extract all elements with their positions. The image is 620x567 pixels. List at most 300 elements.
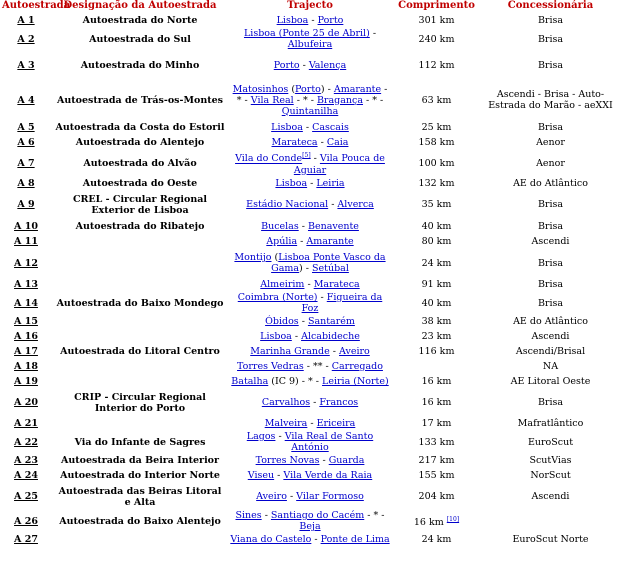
length-value: 25 km	[421, 122, 452, 133]
length-cell	[392, 483, 481, 510]
route-separator: -	[310, 153, 320, 165]
place-link[interactable]: Ponte de Lima	[320, 534, 390, 545]
motorway-id-link[interactable]: A 9	[17, 199, 35, 210]
motorway-id-cell[interactable]	[0, 120, 52, 135]
concession-cell: EuroScut	[527, 436, 574, 448]
place-link[interactable]: Guarda	[328, 455, 365, 466]
table-row	[0, 389, 620, 416]
place-link[interactable]: Lisboa	[260, 331, 292, 342]
motorway-name-cell: Autoestrada do Minho	[80, 59, 200, 71]
place-link[interactable]: Sines	[235, 510, 262, 521]
motorway-name-cell	[52, 359, 228, 374]
length-cell	[392, 292, 481, 314]
place-link[interactable]: Vilar Formoso	[296, 491, 364, 502]
motorway-id-link[interactable]: A 19	[14, 376, 38, 387]
table-row	[0, 292, 620, 314]
concession-cell: Ascendi - Brisa - Auto-Estrada do Marão - aeXXI	[488, 89, 613, 111]
length-cell	[392, 176, 481, 191]
place-link[interactable]: Lagos	[246, 431, 276, 442]
header-comprimento: Comprimento	[398, 0, 475, 11]
route-separator: -	[299, 59, 309, 71]
table-row	[0, 176, 620, 191]
table-body	[0, 12, 620, 547]
table-row	[0, 510, 620, 532]
place-link[interactable]: Aveiro	[256, 491, 287, 502]
route-cell	[228, 314, 392, 329]
route-cell	[228, 218, 392, 234]
motorway-id-link[interactable]: A 5	[17, 122, 35, 133]
concession-cell: Brisa	[537, 279, 564, 290]
motorway-id-link[interactable]: A 1	[17, 14, 35, 26]
place-link[interactable]: Alcabideche	[301, 331, 360, 342]
place-link[interactable]: Lisboa	[275, 178, 308, 189]
motorway-id-cell[interactable]	[0, 234, 52, 249]
route-cell	[228, 389, 392, 416]
length-cell	[392, 135, 481, 150]
motorway-name-cell: Autoestrada do Interior Norte	[60, 470, 220, 481]
length-cell	[392, 359, 481, 374]
place-link[interactable]: Amarante	[333, 83, 382, 95]
route-cell	[228, 344, 392, 359]
route-cell	[228, 483, 392, 510]
motorway-name-cell: Via do Infante de Sagres	[74, 436, 206, 448]
motorway-name-cell	[52, 314, 228, 329]
motorway-id-cell[interactable]	[0, 218, 52, 234]
place-link[interactable]: Santarém	[307, 316, 355, 327]
place-link[interactable]: Marinha Grande	[250, 346, 330, 357]
route-cell	[228, 510, 392, 532]
motorway-id-link[interactable]: A 26	[14, 515, 38, 527]
motorway-name-cell: Autoestrada do Baixo Alentejo	[59, 515, 221, 527]
length-value: 23 km	[421, 331, 452, 342]
place-link[interactable]: Aveiro	[339, 346, 370, 357]
length-cell	[392, 329, 481, 344]
place-link[interactable]: Leiria	[316, 178, 345, 189]
concession-cell: AE do Atlântico	[513, 316, 588, 327]
motorway-name-cell: Autoestrada da Beira Interior	[60, 455, 220, 466]
motorway-id-cell[interactable]	[0, 453, 52, 468]
concession-cell: NorScut	[530, 470, 571, 481]
route-cell	[228, 453, 392, 468]
length-value: 204 km	[418, 491, 455, 502]
motorway-id-cell[interactable]	[0, 314, 52, 329]
length-value: 63 km	[421, 94, 452, 106]
place-link[interactable]: Vila Verde da Raia	[283, 470, 373, 481]
concession-cell: Ascendi	[531, 236, 570, 247]
motorway-id-link[interactable]: A 7	[17, 157, 35, 169]
table-row	[0, 28, 620, 50]
route-separator: -	[307, 178, 317, 189]
motorway-id-cell[interactable]	[0, 249, 52, 277]
motorway-name-cell: CRIP - Circular Regional Interior do Porto	[74, 391, 206, 414]
place-link[interactable]: Figueira da Foz	[301, 292, 383, 314]
place-link[interactable]: Batalha	[231, 376, 269, 387]
length-value: 112 km	[418, 59, 455, 71]
route-separator: -	[317, 137, 327, 148]
place-link[interactable]: Benavente	[307, 220, 359, 232]
length-value: 16 km	[421, 397, 452, 408]
route-separator: (	[271, 252, 279, 263]
table-row	[0, 374, 620, 389]
place-link[interactable]: Marateca	[313, 279, 360, 290]
length-cell	[392, 344, 481, 359]
motorway-name-cell: Autoestrada da Costa do Estoril	[55, 122, 225, 133]
place-link[interactable]: Vila Real	[250, 94, 294, 106]
motorway-name-cell: Autoestrada do Litoral Centro	[60, 346, 220, 357]
place-link[interactable]: Leiria (Norte)	[322, 376, 389, 387]
length-value: 16 km	[413, 517, 444, 529]
motorway-name-cell: Autoestrada do Oeste	[82, 178, 198, 189]
route-separator: -	[302, 122, 313, 133]
route-cell	[228, 277, 392, 292]
length-value: 158 km	[418, 137, 455, 148]
route-separator: -	[317, 292, 327, 303]
motorway-id-cell[interactable]	[0, 50, 52, 80]
motorway-id-cell[interactable]	[0, 191, 52, 218]
route-separator: -	[369, 28, 377, 39]
route-separator: -	[319, 455, 329, 466]
length-cell	[392, 191, 481, 218]
table-row	[0, 468, 620, 483]
place-link[interactable]: Torres Novas	[255, 455, 320, 466]
length-cell	[392, 374, 481, 389]
length-value: 40 km	[421, 220, 452, 232]
table-row	[0, 50, 620, 80]
motorway-name-cell: Autoestrada do Sul	[89, 33, 191, 45]
motorway-id-link[interactable]: A 10	[14, 220, 38, 232]
header-designacao: Designação da Autoestrada	[63, 0, 217, 11]
concession-cell: Mafratlântico	[517, 418, 584, 429]
place-link[interactable]: Coimbra (Norte)	[237, 292, 318, 303]
place-link[interactable]: Lisboa Ponte Vasco da Gama	[271, 252, 386, 274]
route-cell	[228, 532, 392, 547]
length-cell	[392, 510, 481, 532]
place-link[interactable]: Carvalhos	[261, 397, 311, 408]
table-row	[0, 249, 620, 277]
motorway-name-cell	[52, 277, 228, 292]
motorway-id-cell[interactable]	[0, 28, 52, 50]
motorway-id-link[interactable]: A 16	[14, 331, 38, 342]
length-cell	[392, 120, 481, 135]
place-link[interactable]: Viseu	[247, 470, 275, 481]
concession-cell: Brisa	[537, 122, 564, 133]
length-value: 132 km	[418, 178, 455, 189]
table-row	[0, 329, 620, 344]
length-cell	[392, 277, 481, 292]
motorway-id-cell[interactable]	[0, 510, 52, 532]
table-row	[0, 191, 620, 218]
route-cell	[228, 12, 392, 28]
motorway-id-link[interactable]: A 21	[14, 418, 38, 429]
route-separator: ) -	[299, 263, 313, 274]
motorway-id-cell[interactable]	[0, 483, 52, 510]
motorway-id-cell[interactable]	[0, 431, 52, 453]
motorway-id-link[interactable]: A 2	[17, 33, 35, 45]
motorway-id-cell[interactable]	[0, 80, 52, 120]
place-link[interactable]: Óbidos	[265, 316, 299, 327]
table-row	[0, 135, 620, 150]
route-separator: - * -	[364, 510, 385, 521]
motorway-id-link[interactable]: A 24	[14, 470, 38, 481]
motorway-id-link[interactable]: A 11	[14, 236, 38, 247]
concession-cell: Ascendi	[531, 331, 570, 342]
concession-cell: AE do Atlântico	[513, 178, 588, 189]
motorway-name-cell	[52, 374, 228, 389]
concession-cell: Brisa	[537, 220, 564, 232]
motorway-name-cell: Autoestrada do Alvão	[83, 157, 197, 169]
length-value: 24 km	[421, 257, 452, 269]
place-link[interactable]: Vila do Conde	[235, 153, 303, 165]
place-link[interactable]: Vila Pouca de Aguiar	[293, 153, 385, 176]
route-separator: -	[311, 534, 321, 545]
length-value: 91 km	[421, 279, 452, 290]
place-link[interactable]: Alverca	[337, 199, 374, 210]
concession-cell: EuroScut Norte	[512, 534, 589, 545]
length-cell	[392, 314, 481, 329]
length-cell	[392, 468, 481, 483]
table-row	[0, 80, 620, 120]
length-value: 38 km	[421, 316, 452, 327]
concession-cell	[481, 510, 620, 532]
motorway-id-link[interactable]: A 15	[14, 316, 38, 327]
length-value: 80 km	[421, 236, 452, 247]
header-concessionaria: Concessionária	[507, 0, 594, 11]
header-trajecto: Trajecto	[287, 0, 333, 11]
header-row	[0, 0, 620, 12]
concession-cell: ScutVias	[529, 455, 572, 466]
place-link[interactable]: Setúbal	[312, 263, 349, 274]
place-link[interactable]: Viana do Castelo	[230, 534, 312, 545]
length-cell	[392, 389, 481, 416]
motorway-name-cell	[52, 329, 228, 344]
length-value: 240 km	[418, 33, 455, 45]
motorway-id-link[interactable]: A 23	[14, 455, 38, 466]
table-row	[0, 314, 620, 329]
place-link[interactable]: Ericeira	[316, 418, 356, 429]
route-cell	[228, 416, 392, 431]
route-cell	[228, 176, 392, 191]
place-link[interactable]: Montijo	[234, 252, 272, 263]
place-link[interactable]: Bucelas	[261, 220, 299, 232]
route-cell	[228, 329, 392, 344]
concession-cell: NA	[542, 361, 559, 372]
place-link[interactable]: Lisboa	[276, 14, 309, 26]
motorway-id-link[interactable]: A 12	[14, 257, 38, 269]
place-link[interactable]: Carregado	[331, 361, 383, 372]
motorway-id-cell[interactable]	[0, 532, 52, 547]
table-row	[0, 12, 620, 28]
table-row	[0, 344, 620, 359]
length-cell	[392, 532, 481, 547]
table-row	[0, 234, 620, 249]
table-row	[0, 431, 620, 453]
route-separator: (	[288, 83, 296, 95]
motorway-id-cell[interactable]	[0, 176, 52, 191]
place-link[interactable]: Vila Real de Santo António	[284, 431, 374, 453]
motorway-id-cell[interactable]	[0, 329, 52, 344]
length-value: 155 km	[418, 470, 455, 481]
length-cell	[392, 28, 481, 50]
motorway-id-cell[interactable]	[0, 277, 52, 292]
route-cell	[228, 431, 392, 453]
length-cell	[392, 218, 481, 234]
route-separator: -	[274, 470, 284, 481]
route-cell	[228, 292, 392, 314]
route-separator: - * -	[363, 94, 384, 106]
route-cell	[228, 374, 392, 389]
place-link[interactable]: Porto	[317, 14, 344, 26]
concession-cell: Brisa	[537, 14, 564, 26]
place-link[interactable]: Albufeira	[287, 39, 333, 50]
route-separator: - * -	[293, 94, 317, 106]
motorway-id-link[interactable]: A 4	[17, 94, 35, 106]
route-cell	[228, 80, 392, 120]
length-value: 116 km	[418, 346, 455, 357]
motorway-id-cell[interactable]	[0, 389, 52, 416]
length-cell	[392, 80, 481, 120]
place-link[interactable]: Amarante	[306, 236, 354, 247]
route-cell	[228, 191, 392, 218]
motorway-id-link[interactable]: A 3	[17, 59, 35, 71]
motorway-name-cell: Autoestrada do Baixo Mondego	[56, 297, 224, 309]
header-autoestrada: Autoestrada	[2, 0, 71, 11]
motorway-id-cell[interactable]	[0, 344, 52, 359]
table-row	[0, 416, 620, 431]
route-separator: -	[304, 279, 314, 290]
route-cell	[228, 120, 392, 135]
motorway-id-cell[interactable]	[0, 416, 52, 431]
motorway-name-cell: Autoestrada do Alentejo	[75, 137, 205, 148]
place-link[interactable]: Marateca	[271, 137, 318, 148]
route-cell	[228, 249, 392, 277]
motorway-id-link[interactable]: A 6	[17, 137, 35, 148]
motorway-id-cell[interactable]	[0, 468, 52, 483]
motorway-name-cell: CREL - Circular Regional Exterior de Lisboa	[72, 193, 208, 216]
route-cell	[228, 359, 392, 374]
place-link[interactable]: Porto	[295, 83, 321, 95]
length-cell	[392, 416, 481, 431]
motorway-name-cell	[52, 416, 228, 431]
concession-cell: Aenor	[536, 137, 565, 148]
place-link[interactable]: Apúlia	[266, 236, 298, 247]
motorway-id-link[interactable]: A 25	[14, 491, 38, 502]
place-link[interactable]: Estádio Nacional	[246, 199, 329, 210]
motorway-name-cell	[52, 532, 228, 547]
place-link[interactable]: Malveira	[264, 418, 308, 429]
length-value: 100 km	[418, 157, 455, 169]
concession-cell: Brisa	[537, 257, 564, 269]
length-cell	[392, 431, 481, 453]
route-separator: -	[308, 14, 318, 26]
motorway-id-cell[interactable]	[0, 150, 52, 176]
route-cell	[228, 234, 392, 249]
route-cell	[228, 28, 392, 50]
motorway-id-link[interactable]: A 14	[14, 297, 38, 309]
place-link[interactable]: Cascais	[312, 122, 349, 133]
table-row	[0, 218, 620, 234]
length-cell	[392, 234, 481, 249]
motorway-name-cell: Autoestrada das Beiras Litoral e Alta	[58, 485, 222, 508]
concession-cell: Brisa	[537, 397, 564, 408]
table-row	[0, 532, 620, 547]
length-cell	[392, 249, 481, 277]
length-value: 301 km	[418, 14, 455, 26]
motorway-id-link[interactable]: A 13	[14, 279, 38, 290]
motorway-name-cell: Autoestrada do Ribatejo	[75, 220, 205, 232]
place-link[interactable]: Valença	[308, 59, 347, 71]
motorway-id-link[interactable]: A 20	[14, 397, 38, 408]
reference-link[interactable]: [10]	[446, 515, 460, 523]
motorway-id-link[interactable]: A 17	[14, 346, 38, 357]
motorway-id-link[interactable]: A 22	[14, 436, 38, 448]
table-row	[0, 453, 620, 468]
concession-cell: Aenor	[536, 157, 565, 169]
route-separator: -	[298, 316, 308, 327]
place-link[interactable]: Beja	[299, 521, 321, 532]
place-link[interactable]: Porto	[273, 59, 300, 71]
table-row	[0, 483, 620, 510]
route-separator: ) -	[320, 83, 334, 95]
motorway-id-cell[interactable]	[0, 292, 52, 314]
motorway-id-cell[interactable]	[0, 359, 52, 374]
length-value: 17 km	[421, 418, 452, 429]
motorway-id-cell[interactable]	[0, 374, 52, 389]
route-separator: -	[261, 510, 271, 521]
length-cell	[392, 12, 481, 28]
place-link[interactable]: Bragança	[316, 94, 363, 106]
route-separator: -	[291, 331, 302, 342]
place-link[interactable]: Matosinhos	[232, 83, 289, 95]
route-separator: -	[298, 220, 308, 232]
length-value: 35 km	[421, 199, 452, 210]
table-row	[0, 277, 620, 292]
route-separator: - ** -	[303, 361, 332, 372]
place-link[interactable]: Santiago do Cacém	[270, 510, 365, 521]
route-separator: -	[328, 199, 338, 210]
length-value: 16 km	[421, 376, 452, 387]
concession-cell: Brisa	[537, 199, 564, 210]
motorway-id-link[interactable]: A 18	[14, 361, 38, 372]
motorway-id-link[interactable]: A 27	[14, 534, 38, 545]
place-link[interactable]: Quintanilha	[281, 105, 339, 117]
route-cell	[228, 135, 392, 150]
place-link[interactable]: Francos	[319, 397, 359, 408]
route-separator: -	[286, 491, 297, 502]
reference-link[interactable]: [5]	[302, 152, 311, 160]
place-link[interactable]: Lisboa (Ponte 25 de Abril)	[243, 28, 370, 39]
table-row	[0, 120, 620, 135]
length-value: 217 km	[418, 455, 455, 466]
motorway-name-cell: Autoestrada de Trás-os-Montes	[56, 94, 224, 106]
concession-cell: Ascendi/Brisal	[515, 346, 586, 357]
motorway-id-cell[interactable]	[0, 12, 52, 28]
motorway-id-cell[interactable]	[0, 135, 52, 150]
length-cell	[392, 453, 481, 468]
concession-cell: Brisa	[537, 33, 564, 45]
place-link[interactable]: Lisboa	[271, 122, 303, 133]
motorway-name-cell	[52, 249, 228, 277]
length-value: 24 km	[421, 534, 452, 545]
place-link[interactable]: Caia	[326, 137, 349, 148]
place-link[interactable]: Almeirim	[260, 279, 305, 290]
concession-cell: Ascendi	[531, 491, 570, 502]
length-value: 133 km	[418, 436, 455, 448]
motorway-id-link[interactable]: A 8	[17, 178, 35, 189]
concession-cell: Brisa	[537, 297, 564, 309]
place-link[interactable]: Torres Vedras	[237, 361, 304, 372]
concession-cell: AE Litoral Oeste	[510, 376, 591, 387]
route-cell	[228, 50, 392, 80]
